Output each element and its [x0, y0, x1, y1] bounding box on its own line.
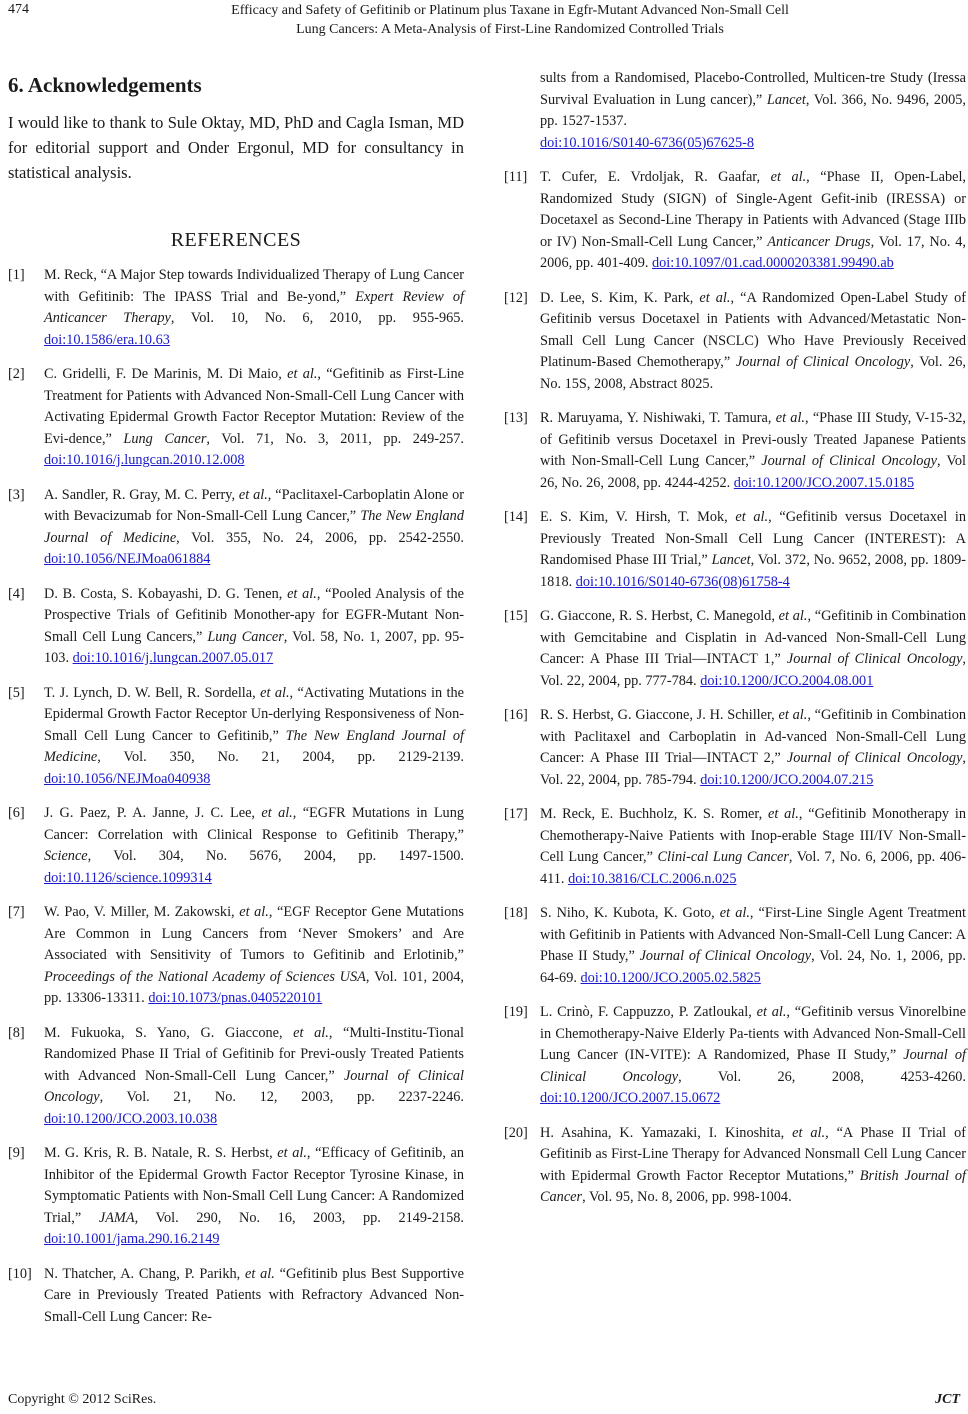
- reference-number: [19]: [504, 1004, 528, 1020]
- running-header-line1: Efficacy and Safety of Gefitinib or Platinum plus Taxane in Egfr-Mutant Advanced Non-Small Cell: [231, 3, 789, 18]
- reference-title: , “Gefitinib versus Vinorelbine in Chemotherapy-Naive Elderly Pa-tients with Advanced Non-Small-Cell Lung Cancer (IN-VITE): A Randomized, Phase II Study,”: [540, 1004, 966, 1063]
- reference-item: [8, 265, 464, 351]
- reference-text: [540, 1123, 966, 1209]
- reference-etal: et al.: [260, 684, 290, 701]
- reference-number: [18]: [504, 905, 528, 921]
- reference-details: , Vol. 58, No. 1, 2007, pp. 95-103.: [44, 628, 464, 666]
- reference-journal: The New England Journal of Medicine: [44, 508, 464, 546]
- reference-journal: Expert Review of Anticancer Therapy: [44, 288, 464, 326]
- reference-journal: Lancet: [711, 552, 751, 568]
- reference-item: [504, 903, 966, 989]
- reference-authors: H. Asahina, K. Yamazaki, I. Kinoshita,: [540, 1124, 793, 1141]
- reference-etal: et al.: [778, 608, 808, 624]
- reference-item: [504, 804, 966, 890]
- reference-title: , “Paclitaxel-Carboplatin Alone or with Bevacizumab for Non-Small-Cell Lung Cancer,”: [44, 486, 464, 524]
- reference-etal: et al.: [287, 366, 318, 382]
- reference-list-right: [504, 167, 966, 1209]
- doi-link[interactable]: doi:10.1016/S0140-6736(05)67625-8: [540, 134, 755, 151]
- reference-authors: M. Fukuoka, S. Yano, G. Giaccone,: [44, 1024, 294, 1041]
- reference-item: [8, 364, 464, 472]
- reference-details: , Vol. 17, No. 4, 2006, pp. 401-409.: [540, 233, 967, 271]
- reference-authors: E. S. Kim, V. Hirsh, T. Mok,: [540, 509, 736, 525]
- doi-link[interactable]: doi:10.1586/era.10.63: [44, 331, 170, 348]
- reference-details: , Vol. 304, No. 5676, 2004, pp. 1497-1500.: [87, 848, 464, 864]
- right-column: [504, 68, 966, 1222]
- acknowledgements-text: I would like to thank to Sule Oktay, MD, PhD and Cagla Isman, MD for editorial support and Onder Ergonul, MD for consultancy in statistical analysis.: [8, 113, 464, 182]
- reference-item: [504, 507, 966, 593]
- reference-item: [504, 288, 966, 396]
- reference-title: , “Pooled Analysis of the Prospective Trials of Gefitinib Monother-apy for EGFR-Mutant Non-Small Cell Lung Cancers,”: [44, 585, 465, 645]
- reference-item: [504, 1123, 966, 1209]
- reference-authors: R. Maruyama, Y. Nishiwaki, T. Tamura,: [540, 410, 776, 426]
- reference-title: , “A Randomized Open-Label Study of Gefitinib versus Docetaxel in Patients with Advanced/Metastatic Non-Small Cell Lung Cancer (NSCLC) Who Have Previously Received Platinum-Based Chemotherapy,”: [540, 289, 967, 370]
- reference-authors: S. Niho, K. Kubota, K. Goto,: [540, 905, 720, 921]
- reference-authors: D. B. Costa, S. Kobayashi, D. G. Tenen,: [44, 585, 288, 602]
- doi-link[interactable]: doi:10.1097/01.cad.0000203381.99490.ab: [652, 255, 894, 271]
- reference-details: , Vol. 290, No. 16, 2003, pp. 2149-2158.: [134, 1209, 464, 1226]
- reference-details: , Vol. 372, No. 9652, 2008, pp. 1809-1818.: [540, 552, 966, 590]
- reference-text: [44, 902, 464, 1010]
- reference-etal: et al.: [277, 1145, 307, 1161]
- reference-details: , Vol. 26, No. 15S, 2008, Abstract 8025.: [540, 354, 966, 392]
- references-heading: REFERENCES: [170, 229, 302, 251]
- reference-journal: Journal of Clinical Oncology: [735, 354, 911, 370]
- reference-title: “Gefitinib plus Best Supportive Care in Previously Treated Patients with Refractory Advanced Non-Small-Cell Lung Cancer: Re-: [44, 1265, 464, 1325]
- reference-etal: et al.: [293, 1024, 329, 1041]
- reference-journal: Journal of Clinical Oncology: [761, 453, 937, 469]
- reference-number: [2]: [8, 366, 25, 382]
- reference-journal: Journal of Clinical Oncology: [786, 651, 963, 667]
- reference-text: [44, 265, 464, 351]
- reference-item: [504, 408, 966, 494]
- reference-title: , “Multi-Institu-Tional Randomized Phase II Trial of Gefitinib for Previ-ously Treated Patients with Advanced Non-Small-Cell Lung Cancer,”: [44, 1024, 465, 1084]
- reference-journal: Journal of Clinical Oncology: [540, 1047, 967, 1085]
- reference-details: , Vol. 21, No. 12, 2003, pp. 2237-2246.: [99, 1089, 464, 1105]
- reference-journal: Anticancer Drugs: [767, 233, 871, 250]
- reference-authors: N. Thatcher, A. Chang, P. Parikh,: [44, 1265, 246, 1282]
- reference-authors: M. Reck, E. Buchholz, K. S. Romer,: [540, 806, 768, 822]
- reference-journal: The New England Journal of Medicine: [44, 727, 465, 765]
- reference-title: , “Gefitinib in Combination with Gemcitabine and Cisplatin in Ad-vanced Non-Small-Cell Lung Cancer: A Phase III Trial—INTACT 1,”: [540, 608, 966, 667]
- reference-etal: et al.: [245, 1265, 275, 1282]
- reference-number: [15]: [504, 608, 528, 624]
- reference-authors: R. S. Herbst, G. Giaccone, J. H. Schiller,: [540, 707, 779, 723]
- reference-number: [7]: [8, 904, 25, 920]
- reference-text: [44, 683, 464, 791]
- reference-number: [9]: [8, 1145, 25, 1161]
- reference-number: [8]: [8, 1024, 25, 1041]
- acknowledgements-title: 6. Acknowledgements: [8, 73, 202, 97]
- reference-number: [4]: [8, 585, 25, 602]
- reference-item: [8, 485, 464, 571]
- reference-details: , Vol. 95, No. 8, 2006, pp. 998-1004.: [582, 1189, 792, 1205]
- footer-copyright: Copyright © 2012 SciRes.: [8, 1392, 157, 1407]
- reference-details: , Vol. 22, 2004, pp. 777-784.: [540, 651, 966, 689]
- reference-title: , “Gefitinib Monotherapy in Chemotherapy-Naive Patients with Inop-erable Stage III/IV Non-Small-Cell Lung Cancer,”: [540, 806, 966, 865]
- reference-details: , Vol. 10, No. 6, 2010, pp. 955-965.: [170, 310, 464, 326]
- reference-etal: et al.: [768, 806, 799, 822]
- doi-link[interactable]: doi:10.1056/NEJMoa061884: [44, 551, 211, 567]
- reference-authors: A. Sandler, R. Gray, M. C. Perry,: [44, 486, 239, 503]
- reference-etal: et al.: [778, 707, 808, 723]
- reference-title: , “Gefitinib versus Docetaxel in Previously Treated Non-Small Cell Lung Cancer (INTEREST): A Randomised Phase III Trial,”: [540, 509, 967, 568]
- doi-link[interactable]: doi:10.1016/j.lungcan.2007.05.017: [72, 650, 274, 666]
- reference-item: [8, 584, 464, 670]
- reference-title: , “Phase III Study, V-15-32, of Gefitinib versus Docetaxel in Previ-ously Treated Japanese Patients with Non-Small-Cell Lung Cancer,”: [540, 410, 966, 469]
- reference-10-continuation: sults from a Randomised, Placebo-Controlled, Multicen-tre Study (Iressa Survival Evaluation in Lung cancer),” Lancet, Vol. 366, No. 9496, 2005, pp. 1527-1537. doi:10.1016/S0140-6736(05)67625-8: [540, 70, 966, 151]
- reference-number: [1]: [8, 267, 25, 283]
- reference-journal: Clini-cal Lung Cancer: [657, 849, 789, 865]
- reference-authors: W. Pao, V. Miller, M. Zakowski,: [44, 904, 240, 920]
- reference-title: , “Gefitinib in Combination with Paclitaxel and Carboplatin in Ad-vanced Non-Small-Cell Lung Cancer: A Phase III Trial—INTACT 2,”: [540, 707, 966, 766]
- reference-title: , “A Phase II Trial of Gefitinib as First-Line Therapy for Advanced Nonsmall Cell Lung Cancer with Epidermal Growth Factor Receptor Mutations,”: [540, 1124, 966, 1184]
- reference-journal: JAMA: [98, 1209, 135, 1226]
- reference-number: [13]: [504, 410, 528, 426]
- reference-number: [10]: [8, 1265, 32, 1282]
- reference-details: , Vol. 71, No. 3, 2011, pp. 249-257.: [206, 430, 464, 447]
- reference-title: , “Phase II, Open-Label, Randomized Study (SIGN) of Single-Agent Gefit-inib (IRESSA) or Docetaxel as Second-Line Therapy in Patients with Advanced (Stage IIIb or IV) Non-Small-Cell Lung Cancer,”: [540, 169, 967, 250]
- reference-etal: et al.: [775, 410, 805, 426]
- reference-item: [504, 1002, 966, 1110]
- doi-link[interactable]: doi:10.1073/pnas.0405220101: [148, 990, 323, 1006]
- reference-etal: et al.: [770, 169, 807, 185]
- reference-title: , “Efficacy of Gefitinib, an Inhibitor of the Epidermal Growth Factor Receptor Tyrosine Kinase, in Symptomatic Patients with Non-Small Cell Lung Cancer: A Randomized Trial,”: [44, 1145, 465, 1226]
- reference-text: [540, 167, 966, 275]
- doi-link[interactable]: doi:10.3816/CLC.2006.n.025: [568, 870, 737, 887]
- reference-title: , “EGFR Mutations in Lung Cancer: Correlation with Clinical Response to Gefitinib Therapy,”: [44, 805, 464, 843]
- footer-journal: JCT: [935, 1392, 960, 1407]
- reference-number: [5]: [8, 684, 25, 701]
- reference-etal: et al.: [261, 805, 293, 821]
- reference-number: [11]: [504, 169, 528, 185]
- reference-number: [16]: [504, 707, 528, 723]
- reference-title: , “Gefitinib as First-Line Treatment for Patients with Advanced Non-Small-Cell Lung Cancer with Activating Epidermal Growth Factor Receptor Mutation: Review of the Evi-dence,”: [44, 366, 464, 447]
- reference-journal: Journal of Clinical Oncology: [639, 948, 812, 964]
- reference-text: [44, 803, 464, 889]
- reference-authors: L. Crinò, F. Cappuzzo, P. Zatloukal,: [540, 1004, 757, 1020]
- doi-link[interactable]: doi:10.1016/S0140-6736(08)61758-4: [575, 573, 790, 590]
- reference-item: [504, 705, 966, 791]
- reference-text: [44, 1264, 464, 1329]
- reference-journal: Lung Cancer: [207, 628, 284, 645]
- reference-title: , “Activating Mutations in the Epidermal Growth Factor Receptor Un-derlying Responsiveness of Non-Small Cell Lung Cancer to Gefitinib,”: [44, 684, 464, 744]
- reference-details: , Vol. 101, 2004, pp. 13306-13311.: [44, 968, 464, 1006]
- reference-text: [540, 507, 966, 593]
- reference-journal: Journal of Clinical Oncology: [44, 1067, 465, 1105]
- reference-number: [17]: [504, 806, 528, 822]
- reference-journal: Journal of Clinical Oncology: [786, 750, 963, 766]
- doi-link[interactable]: doi:10.1200/JCO.2005.02.5825: [580, 969, 761, 986]
- reference-text: [44, 485, 464, 571]
- reference-details: , Vol. 22, 2004, pp. 785-794.: [540, 750, 966, 788]
- reference-etal: et al.: [238, 486, 268, 503]
- reference-item: [504, 606, 966, 692]
- reference-text: [540, 903, 966, 989]
- reference-details: , Vol. 26, 2008, 4253-4260.: [678, 1068, 966, 1085]
- reference-number: [14]: [504, 509, 528, 525]
- reference-details: , Vol. 350, No. 21, 2004, pp. 2129-2139.: [97, 749, 464, 765]
- running-header-line2: Lung Cancers: A Meta-Analysis of First-Line Randomized Controlled Trials: [296, 22, 724, 37]
- reference-number: [6]: [8, 805, 25, 821]
- reference-list-left: [8, 265, 464, 1328]
- doi-link[interactable]: doi:10.1200/JCO.2007.15.0672: [540, 1090, 721, 1106]
- reference-journal: Proceedings of the National Academy of Sciences USA: [44, 968, 366, 985]
- reference-number: [12]: [504, 289, 528, 306]
- reference-authors: T. Cufer, E. Vrdoljak, R. Gaafar,: [540, 169, 771, 185]
- reference-etal: et al.: [756, 1004, 787, 1020]
- reference-item: [8, 1264, 464, 1329]
- reference-text: [44, 584, 464, 670]
- reference-text: [540, 408, 966, 494]
- reference-etal: et al.: [287, 585, 317, 602]
- reference-text: [540, 606, 966, 692]
- reference-journal: Science: [44, 848, 88, 864]
- reference-journal: Lung Cancer: [123, 430, 207, 447]
- reference-etal: et al.: [792, 1124, 826, 1141]
- reference-item: [8, 683, 464, 791]
- page-number: 474: [8, 2, 29, 17]
- doi-link[interactable]: doi:10.1200/JCO.2007.15.0185: [733, 474, 915, 491]
- reference-authors: J. G. Paez, P. A. Janne, J. C. Lee,: [44, 805, 262, 821]
- running-header: [60, 1, 960, 39]
- reference-item: [8, 902, 464, 1010]
- reference-authors: T. J. Lynch, D. W. Bell, R. Sordella,: [44, 684, 261, 701]
- reference-etal: et al.: [239, 904, 269, 920]
- left-column: [8, 72, 464, 1341]
- reference-authors: C. Gridelli, F. De Marinis, M. Di Maio,: [44, 366, 288, 382]
- reference-authors: M. Reck, “A Major Step towards Individualized Therapy of Lung Cancer with Gefitinib: The IPASS Trial and Be-yond,”: [44, 267, 464, 305]
- reference-item: [8, 803, 464, 889]
- reference-text: [540, 288, 966, 396]
- reference-text: [540, 1002, 966, 1110]
- reference-journal: British Journal of Cancer: [540, 1167, 967, 1205]
- doi-link[interactable]: doi:10.1126/science.1099314: [44, 869, 212, 886]
- reference-etal: et al.: [735, 509, 769, 525]
- doi-link[interactable]: doi:10.1200/JCO.2003.10.038: [44, 1110, 218, 1127]
- doi-link[interactable]: doi:10.1016/j.lungcan.2010.12.008: [44, 452, 245, 468]
- reference-item: [8, 1143, 464, 1251]
- reference-text: [540, 705, 966, 791]
- reference-title: , “EGF Receptor Gene Mutations Are Common in Lung Cancers from ‘Never Smokers’ and Are Associated with Sensitivity of Tumors to Gefitinib and Erlotinib,”: [44, 904, 464, 963]
- reference-text: [540, 804, 966, 890]
- reference-item: [504, 167, 966, 275]
- reference-text: [44, 1143, 464, 1251]
- doi-link[interactable]: doi:10.1200/JCO.2004.07.215: [700, 771, 874, 788]
- doi-link[interactable]: doi:10.1001/jama.290.16.2149: [44, 1231, 220, 1247]
- reference-details: , Vol 26, No. 26, 2008, pp. 4244-4252.: [540, 453, 967, 491]
- reference-text: [44, 364, 464, 472]
- reference-number: [3]: [8, 486, 25, 503]
- reference-details: , Vol. 7, No. 6, 2006, pp. 406-411.: [540, 849, 967, 887]
- reference-etal: et al.: [699, 289, 731, 306]
- reference-number: [20]: [504, 1124, 528, 1141]
- reference-text: [44, 1023, 464, 1131]
- reference-authors: G. Giaccone, R. S. Herbst, C. Manegold,: [540, 608, 779, 624]
- doi-link[interactable]: doi:10.1200/JCO.2004.08.001: [700, 672, 874, 689]
- reference-details: , Vol. 355, No. 24, 2006, pp. 2542-2550.: [176, 529, 464, 546]
- reference-title: , “First-Line Single Agent Treatment with Gefitinib in Patients with Advanced Non-Small-Cell Lung Cancer: A Phase II Study,”: [540, 905, 966, 964]
- reference-details: , Vol. 24, No. 1, 2006, pp. 64-69.: [540, 948, 966, 986]
- reference-authors: D. Lee, S. Kim, K. Park,: [540, 289, 700, 306]
- doi-link[interactable]: doi:10.1056/NEJMoa040938: [44, 770, 211, 787]
- reference-etal: et al.: [719, 905, 750, 921]
- reference-authors: M. G. Kris, R. B. Natale, R. S. Herbst,: [44, 1145, 278, 1161]
- reference-item: [8, 1023, 464, 1131]
